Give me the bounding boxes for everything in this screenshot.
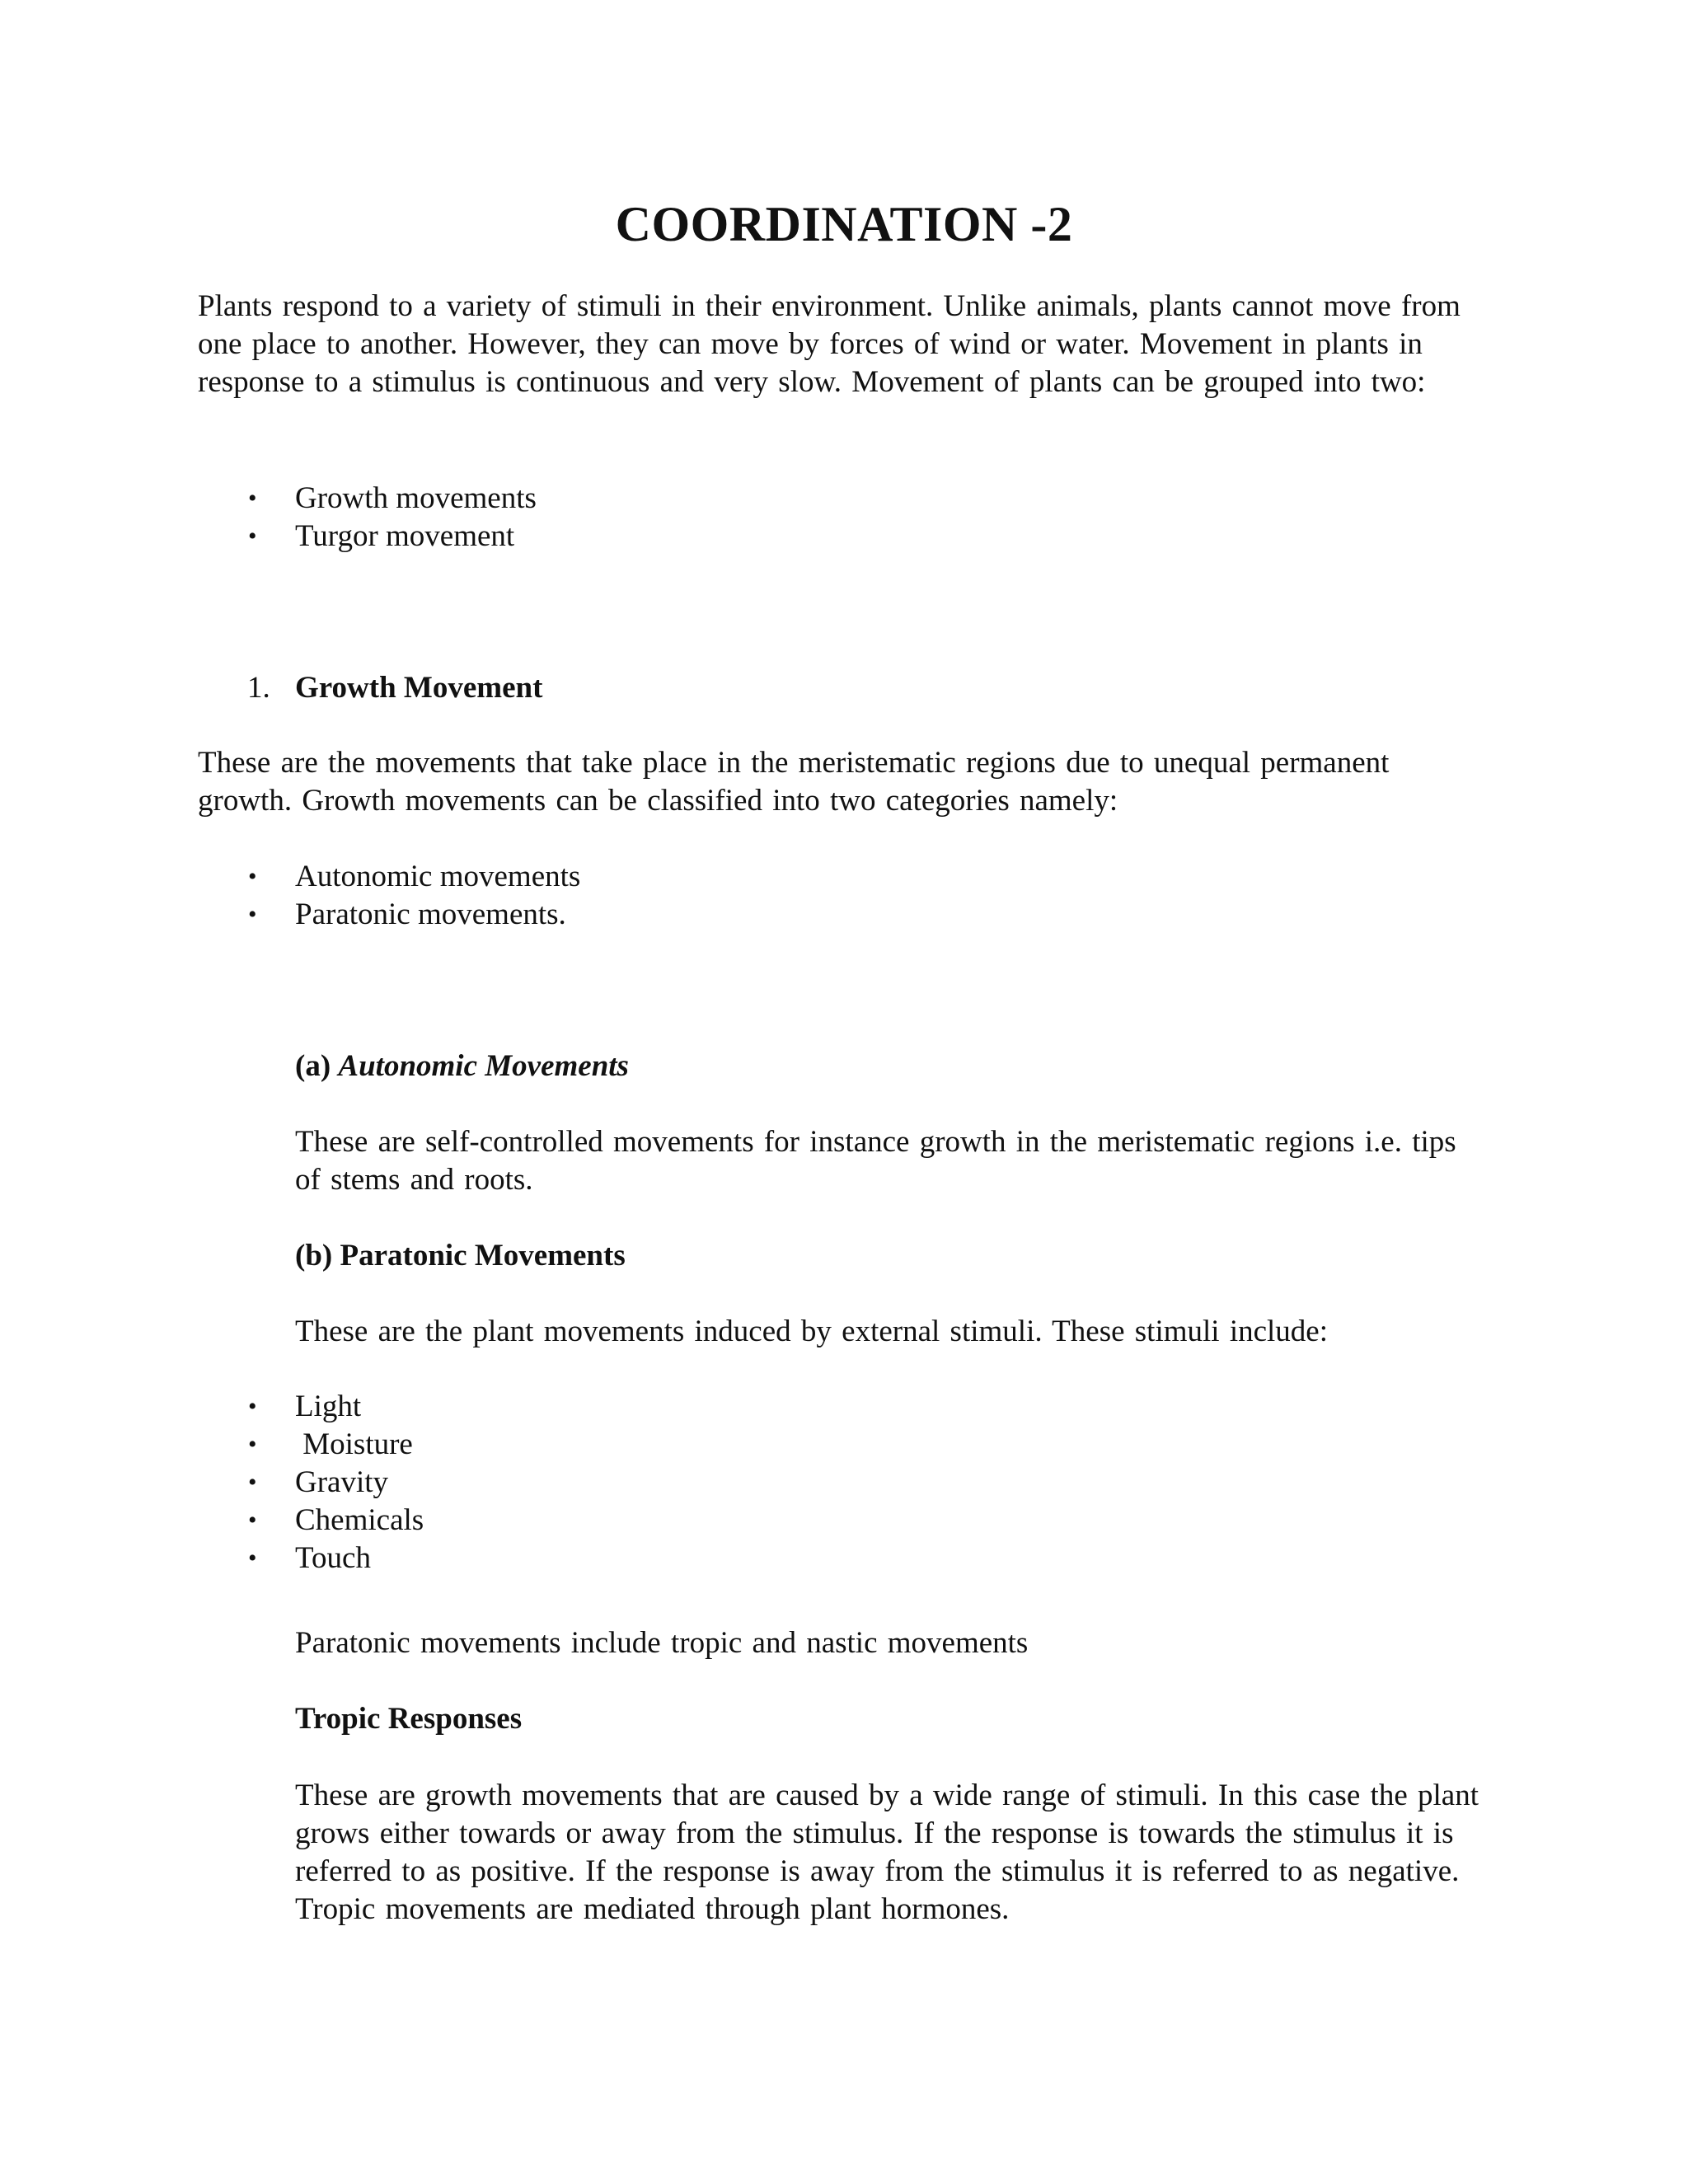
list-item: • Gravity [198,1464,424,1502]
subheading-label: (a) [295,1049,331,1083]
section-number: 1. [247,671,270,705]
autonomic-heading [295,1047,629,1085]
section-heading-text: Growth Movement [295,671,543,705]
list-item: • Autonomic movements [198,858,580,896]
movement-types-list [198,480,537,555]
list-item: • Paratonic movements. [198,896,580,934]
subheading-text: Autonomic Movements [338,1049,629,1083]
growth-movement-paragraph: These are the movements that take place in the meristematic regions due to unequal permanent growth. Growth movements can be classified into two categories namely: [198,746,1390,818]
list-item: • Light [198,1388,424,1426]
section-1-heading [247,669,542,707]
tropic-heading: Tropic Responses [295,1702,523,1736]
list-item: • Chemicals [198,1502,424,1540]
page-title: COORDINATION -2 [615,197,1073,251]
intro-paragraph: Plants respond to a variety of stimuli in their environment. Unlike animals, plants cannot move from one place to another. However, they can move by forces of wind or water. Movement in plants in response to a stimulus is continuous and very slow. Movement of plants can be grouped into two: [198,289,1461,399]
list-item: • Turgor movement [198,518,537,555]
stimuli-list [198,1388,424,1577]
autonomic-paragraph: These are self-controlled movements for instance growth in the meristematic regions i.e. tips of stems and roots. [295,1125,1456,1197]
tropic-paragraph: These are growth movements that are caused by a wide range of stimuli. In this case the plant grows either towards or away from the stimulus. If the response is towards the stimulus it is referred to as positive. If the response is away from the stimulus it is referred to as negative. Tropic movements are mediated through plant hormones. [295,1779,1479,1926]
list-item: • Growth movements [198,480,537,518]
list-item: • Moisture [198,1426,424,1464]
paratonic-paragraph: These are the plant movements induced by external stimuli. These stimuli include: [295,1315,1329,1348]
list-item: • Touch [198,1540,424,1577]
growth-categories-list [198,858,580,934]
paratonic-heading: (b) Paratonic Movements [295,1239,626,1272]
paratonic-include-paragraph: Paratonic movements include tropic and nastic movements [295,1626,1029,1660]
